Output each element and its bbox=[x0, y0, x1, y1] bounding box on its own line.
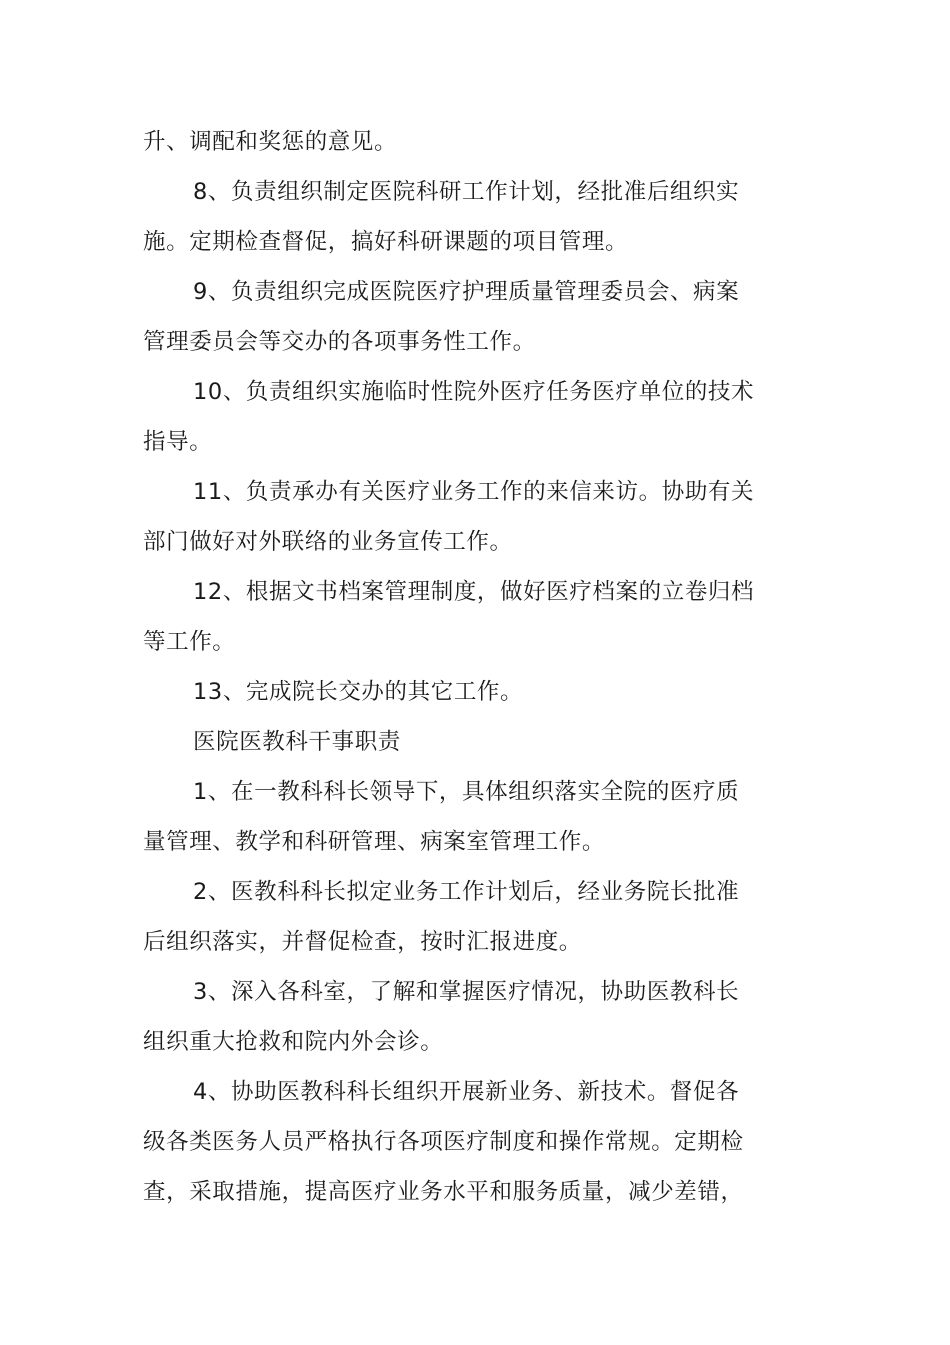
text-line: 11、负责承办有关医疗业务工作的来信来访。协助有关 bbox=[193, 479, 755, 505]
text-line: 施。定期检查督促，搞好科研课题的项目管理。 bbox=[143, 229, 629, 255]
text-line: 8、负责组织制定医院科研工作计划，经批准后组织实 bbox=[193, 179, 740, 205]
text-line: 1、在一教科科长领导下，具体组织落实全院的医疗质 bbox=[193, 779, 740, 805]
text-line: 组织重大抢救和院内外会诊。 bbox=[143, 1029, 444, 1055]
text-line: 9、负责组织完成医院医疗护理质量管理委员会、病案 bbox=[193, 279, 740, 305]
text-line: 管理委员会等交办的各项事务性工作。 bbox=[143, 329, 536, 355]
text-line: 后组织落实，并督促检查，按时汇报进度。 bbox=[143, 929, 582, 955]
section-heading: 医院医教科干事职责 bbox=[193, 729, 401, 755]
text-line: 查，采取措施，提高医疗业务水平和服务质量，减少差错， bbox=[143, 1179, 744, 1205]
text-line: 2、医教科科长拟定业务工作计划后，经业务院长批准 bbox=[193, 879, 740, 905]
text-line: 等工作。 bbox=[143, 629, 236, 655]
text-line: 10、负责组织实施临时性院外医疗任务医疗单位的技术 bbox=[193, 379, 755, 405]
text-line: 级各类医务人员严格执行各项医疗制度和操作常规。定期检 bbox=[143, 1129, 744, 1155]
text-line: 指导。 bbox=[143, 429, 213, 455]
text-line: 4、协助医教科科长组织开展新业务、新技术。督促各 bbox=[193, 1079, 740, 1105]
text-line: 13、完成院长交办的其它工作。 bbox=[193, 679, 524, 705]
text-line: 部门做好对外联络的业务宣传工作。 bbox=[143, 529, 513, 555]
text-line: 3、深入各科室，了解和掌握医疗情况，协助医教科长 bbox=[193, 979, 740, 1005]
text-line: 升、调配和奖惩的意见。 bbox=[143, 129, 398, 155]
text-line: 12、根据文书档案管理制度，做好医疗档案的立卷归档 bbox=[193, 579, 755, 605]
text-line: 量管理、教学和科研管理、病案室管理工作。 bbox=[143, 829, 606, 855]
